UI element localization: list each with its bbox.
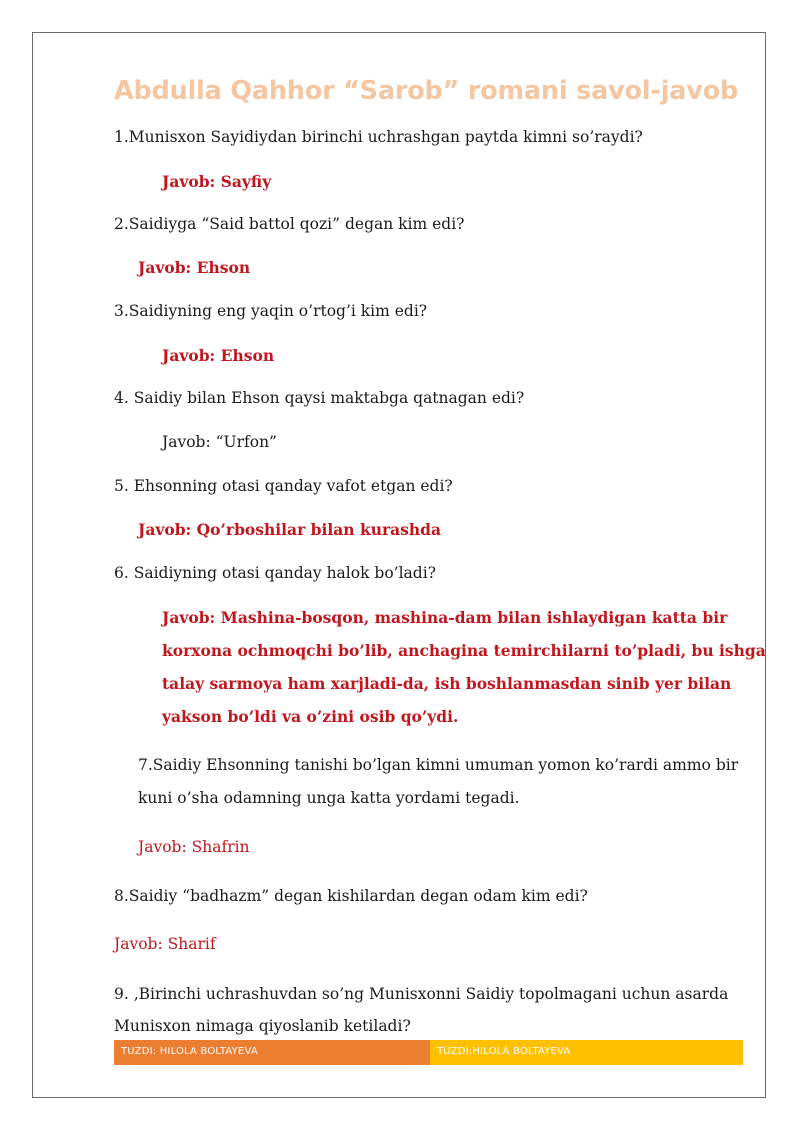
answer-6-line-4: yakson bo’ldi va o’zini osib qo’ydi. xyxy=(162,707,459,726)
answer-8: Javob: Sharif xyxy=(114,935,216,953)
question-7-line-2: kuni o’sha odamning unga katta yordami tegadi. xyxy=(138,789,520,807)
question-7-line-1: 7.Saidiy Ehsonning tanishi bo’lgan kimni umuman yomon ko’rardi ammo bir xyxy=(138,756,739,774)
question-1: 1.Munisxon Sayidiydan birinchi uchrashgan paytda kimni so’raydi? xyxy=(114,128,643,146)
question-9-line-2: Munisxon nimaga qiyoslanib ketiladi? xyxy=(114,1017,411,1035)
answer-2: Javob: Ehson xyxy=(138,258,251,277)
answer-7: Javob: Shafrin xyxy=(138,838,250,856)
question-8: 8.Saidiy “badhazm” degan kishilardan degan odam kim edi? xyxy=(114,887,588,905)
question-9-line-1: 9. ‚Birinchi uchrashuvdan so’ng Munisxonni Saidiy topolmagani uchun asarda xyxy=(114,985,729,1003)
answer-6-line-3: talay sarmoya ham xarjladi-da, ish boshlanmasdan sinib yer bilan xyxy=(162,674,732,693)
document-title: Abdulla Qahhor “Sarob” romani savol-javob xyxy=(114,76,739,106)
answer-6-line-2: korxona ochmoqchi bo’lib, anchagina temirchilarni to’pladi, bu ishga xyxy=(162,641,766,660)
question-2: 2.Saidiyga “Said battol qozi” degan kim edi? xyxy=(114,215,465,233)
footer-right-band xyxy=(430,1040,743,1065)
answer-4: Javob: “Urfon” xyxy=(162,433,277,451)
answer-6-line-1: Javob: Mashina-bosqon, mashina-dam bilan ishlaydigan katta bir xyxy=(162,608,728,627)
answer-1: Javob: Sayfiy xyxy=(162,172,272,191)
footer-left-band xyxy=(114,1040,430,1065)
footer-author-left: TUZDI: HILOLA BOLTAYEVA xyxy=(121,1046,258,1057)
footer-author-right: TUZDI:HILOLA BOLTAYEVA xyxy=(437,1046,571,1057)
question-6: 6. Saidiyning otasi qanday halok bo’ladi? xyxy=(114,564,436,582)
answer-3: Javob: Ehson xyxy=(162,346,275,365)
question-5: 5. Ehsonning otasi qanday vafot etgan edi? xyxy=(114,477,453,495)
question-3: 3.Saidiyning eng yaqin o’rtog’i kim edi? xyxy=(114,302,428,320)
question-4: 4. Saidiy bilan Ehson qaysi maktabga qatnagan edi? xyxy=(114,389,525,407)
answer-5: Javob: Qo’rboshilar bilan kurashda xyxy=(138,520,442,539)
page-footer xyxy=(114,1040,743,1065)
